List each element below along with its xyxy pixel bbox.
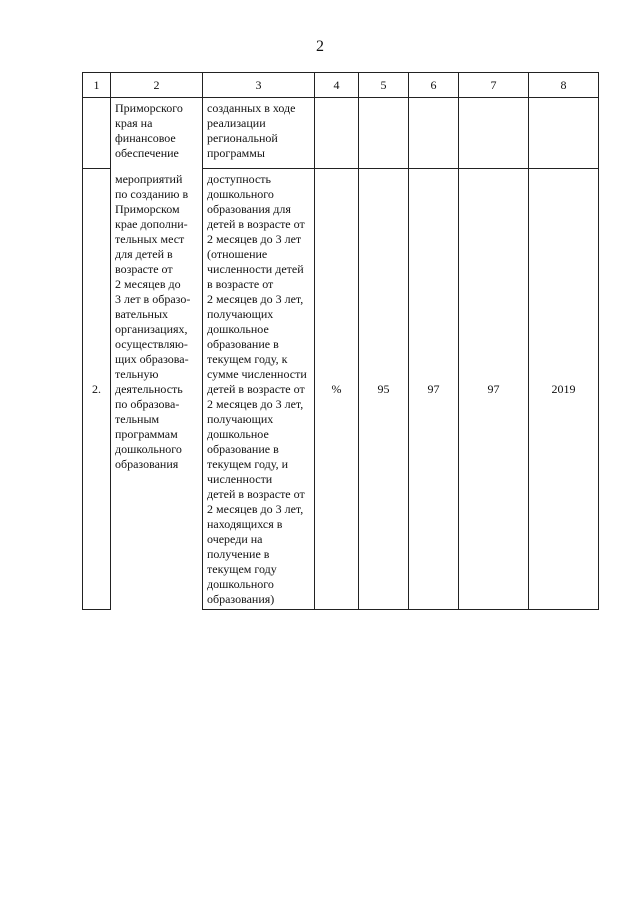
header-col-4: 4 xyxy=(315,73,359,98)
header-col-5: 5 xyxy=(359,73,409,98)
row1-cell-1 xyxy=(83,98,111,169)
row1-cell-4 xyxy=(315,98,359,169)
row1-cell-2 xyxy=(111,98,203,169)
row1-cell-7 xyxy=(459,98,529,169)
row1-indicator-text: созданных в ходе реализации региональной программы xyxy=(207,101,296,160)
row2-cell-2 xyxy=(111,169,203,610)
indicator-table xyxy=(82,72,599,610)
page-number: 2 xyxy=(316,38,324,55)
row1-program-text: Приморского края на финансовое обеспечение xyxy=(115,101,183,160)
header-row xyxy=(83,73,599,98)
row-number: 2. xyxy=(83,169,111,610)
table-row xyxy=(83,169,599,610)
row1-cell-6 xyxy=(409,98,459,169)
value-col-5: 95 xyxy=(359,169,409,610)
row1-cell-8 xyxy=(529,98,599,169)
table-row xyxy=(83,98,599,169)
header-col-6: 6 xyxy=(409,73,459,98)
row2-program-text: мероприятий по созданию в Приморском крае дополни- тельных мест для детей в возрасте от 2 месяцев до 3 лет в образо- вательных организациях, осуществляю- щих образова- тельную деятельность по образова- тельным программам дошкольного образования xyxy=(115,171,191,471)
header-col-2: 2 xyxy=(111,73,203,98)
header-col-3: 3 xyxy=(203,73,315,98)
row1-cell-3 xyxy=(203,98,315,169)
year-cell: 2019 xyxy=(529,169,599,610)
row1-cell-5 xyxy=(359,98,409,169)
unit-cell: % xyxy=(315,169,359,610)
row2-indicator-text: доступность дошкольного образования для детей в возрасте от 2 месяцев до 3 лет (отношение численности детей в возрасте от 2 месяцев до 3 лет, получающих дошкольное образование в текущем году, к сумме численности детей в возрасте от 2 месяцев до 3 лет, получающих дошкольное образование в текущем году, и численности детей в возрасте от 2 месяцев до 3 лет, находящихся в очереди на получение в текущем году дошкольного образования) xyxy=(207,172,307,606)
value-col-6: 97 xyxy=(409,169,459,610)
header-col-8: 8 xyxy=(529,73,599,98)
header-col-7: 7 xyxy=(459,73,529,98)
row2-cell-3 xyxy=(203,169,315,610)
header-col-1: 1 xyxy=(83,73,111,98)
value-col-7: 97 xyxy=(459,169,529,610)
